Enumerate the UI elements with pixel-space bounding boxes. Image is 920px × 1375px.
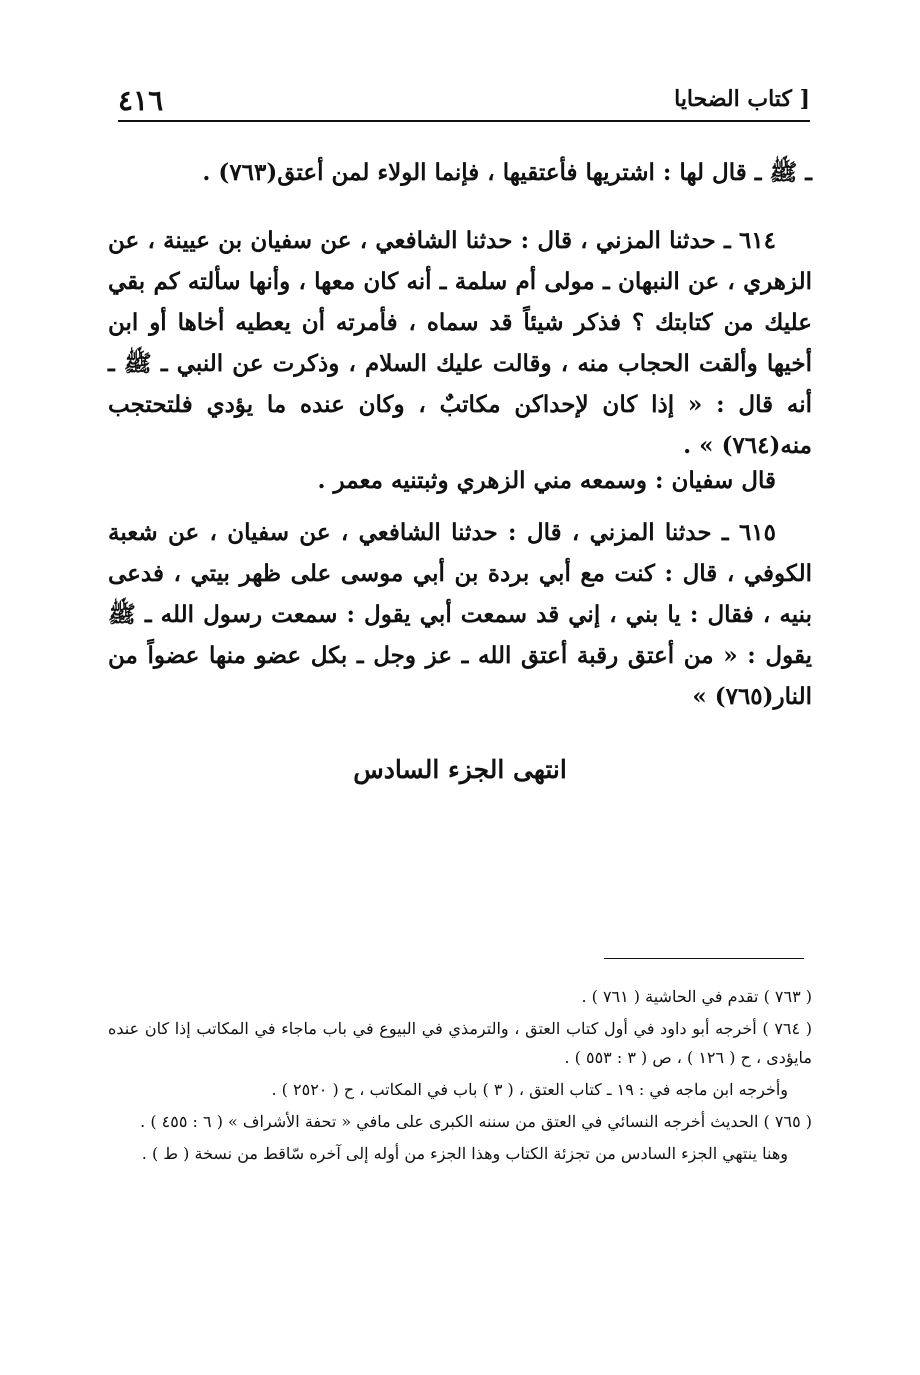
- paragraph-text: ـ حدثنا المزني ، قال : حدثنا الشافعي ، عن سفيان ، عن شعبة الكوفي ، قال : كنت مع أبي بردة بن أبي موسى على ظهر بيتي ، فدعى بنيه ، فقال : يا بني ، إني قد سمعت أبي يقول : سمعت رسول الله ـ ﷺ يقول : « من أعتق رقبة أعتق الله ـ عز وجل ـ بكل عضو منها عضواً من النار(٧٦٥) »: [108, 519, 812, 710]
- hadith-615: [108, 512, 812, 717]
- paragraph-continuation: [108, 152, 812, 193]
- page-number: ٤١٦: [118, 84, 164, 117]
- footnote-text: وهنا ينتهي الجزء السادس من تجزئة الكتاب وهذا الجزء من أوله إلى آخره سّاقط من نسخة ( ط ) .: [141, 1144, 788, 1163]
- footnote-divider: [604, 958, 804, 959]
- footnotes: [108, 982, 812, 1168]
- paragraph-text: قال سفيان : وسمعه مني الزهري وثبتنيه معمر .: [317, 467, 776, 494]
- footnote: ( ٧٦٤ ) أخرجه أبو داود في أول كتاب العتق ، والترمذي في البيوع في باب ماجاء في المكاتب إذا كان عنده مايؤدى ، ح ( ١٢٦ ) ، ص ( ٣ : ٥٥٣ ) .: [108, 1019, 813, 1067]
- footnote: [108, 1139, 812, 1168]
- footnote: ( ٧٦٣ ) تقدم في الحاشية ( ٧٦١ ) .: [581, 987, 812, 1006]
- hadith-614: [108, 220, 812, 466]
- part-end-heading: انتهى الجزء السادس: [353, 755, 567, 784]
- hadith-number: ٦١٤: [738, 227, 777, 254]
- paragraph-text: ـ حدثنا المزني ، قال : حدثنا الشافعي ، عن سفيان بن عيينة ، عن الزهري ، عن النبهان ـ مولى أم سلمة ـ أنه كان معها ، وأنها سألته كم بقي عليك من كتابتك ؟ فذكر شيئاً قد سماه ، فأمرته أن يعطيه أخاها أو ابن أخيها وألقت الحجاب منه ، وقالت عليك السلام ، وذكرت عن النبي ـ ﷺ ـ أنه قال : « إذا كان لإحداكن مكاتبٌ ، وكان عنده ما يؤدي فلتحتجب منه(٧٦٤) » .: [108, 227, 812, 459]
- footnote: [108, 1075, 812, 1104]
- footnote: ( ٧٦٥ ) الحديث أخرجه النسائي في العتق من سننه الكبرى على مافي « تحفة الأشراف » ( ٦ : ٤٥٥ ) .: [140, 1112, 812, 1131]
- hadith-number: ٦١٥: [738, 519, 777, 546]
- running-title: [ كتاب الضحايا: [674, 86, 810, 112]
- page-header: [118, 80, 810, 122]
- paragraph-text: ـ ﷺ ـ قال لها : اشتريها فأعتقيها ، فإنما الولاء لمن أعتق(٧٦٣) .: [202, 159, 812, 186]
- footnote-text: وأخرجه ابن ماجه في : ١٩ ـ كتاب العتق ، ( ٣ ) باب في المكاتب ، ح ( ٢٥٢٠ ) .: [271, 1080, 788, 1099]
- narrator-note: [108, 460, 812, 501]
